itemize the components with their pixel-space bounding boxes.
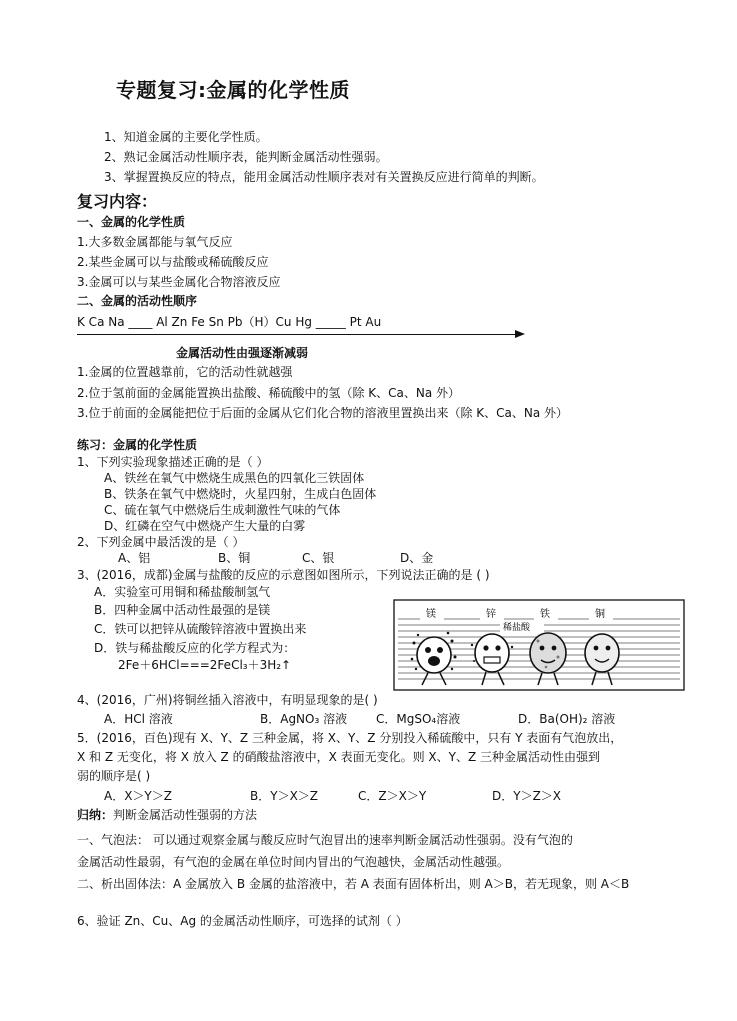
q5-option-b: B．Y＞X＞Z <box>250 789 319 803</box>
label-zn: 锌 <box>486 609 496 620</box>
section1-item-2: 2.某些金属可以与盐酸或稀硫酸反应 <box>77 255 269 269</box>
q5-option-d: D．Y＞Z＞X <box>492 789 562 803</box>
rule-1: 1.金属的位置越靠前，它的活动性就越强 <box>77 365 293 379</box>
q5-stem-line-3: 弱的顺序是( ) <box>77 769 151 783</box>
q5-stem-line-2: X 和 Z 无变化，将 X 放入 Z 的硝酸盐溶液中，X 表面无变化。则 X、Y、Z 三种金属活动性由强到 <box>77 750 601 764</box>
q5-stem-line-1: 5．(2016，百色)现有 X、Y、Z 三种金属，将 X、Y、Z 分别投入稀硫酸中，只有 Y 表面有气泡放出， <box>77 731 623 745</box>
q3-option-d: D．铁与稀盐酸反应的化学方程式为： <box>94 641 296 655</box>
q4-stem: 4、(2016，广州)将铜丝插入溶液中，有明显现象的是( ) <box>77 693 378 707</box>
activity-series: K Ca Na ____ Al Zn Fe Sn Pb（H）Cu Hg _____ Pt Au <box>77 315 382 329</box>
q2-option-b: B、铜 <box>218 551 251 565</box>
label-acid: 稀盐酸 <box>503 623 531 633</box>
q4-option-c: C．MgSO₄溶液 <box>376 712 461 726</box>
activity-arrow-head <box>515 330 525 338</box>
label-fe: 铁 <box>540 609 550 620</box>
q3-option-a: A．实验室可用铜和稀盐酸制氢气 <box>94 585 271 599</box>
q2-option-c: C、银 <box>302 551 335 565</box>
q1-option-b: B、铁条在氧气中燃烧时，火星四射，生成白色固体 <box>104 487 377 501</box>
review-heading: 复习内容： <box>77 192 158 211</box>
section1-heading: 一、金属的化学性质 <box>77 215 186 229</box>
q5-option-a: A．X＞Y＞Z <box>104 789 172 803</box>
q2-stem: 2、下列金属中最活泼的是（ ） <box>77 535 245 549</box>
q4-option-d: D．Ba(OH)₂ 溶液 <box>518 712 616 726</box>
rule-3: 3.位于前面的金属能把位于后面的金属从它们化合物的溶液里置换出来（除 K、Ca、Na 外） <box>77 406 569 420</box>
method2-line: 二、析出固体法：A 金属放入 B 金属的盐溶液中，若 A 表面有固体析出，则 A＞B，若无现象，则 A＜B <box>77 877 630 891</box>
section1-item-1: 1.大多数金属都能与氧气反应 <box>77 235 233 249</box>
q3-option-b: B．四种金属中活动性最强的是镁 <box>94 603 271 617</box>
q6-stem: 6、验证 Zn、Cu、Ag 的金属活动性顺序，可选择的试剂（ ） <box>77 914 408 928</box>
method1-line-1: 一、气泡法： 可以通过观察金属与酸反应时气泡冒出的速率判断金属活动性强弱。没有气泡的 <box>77 833 573 847</box>
reaction-beaker-figure <box>392 597 686 692</box>
rule-2: 2.位于氢前面的金属能置换出盐酸、稀硫酸中的氢（除 K、Ca、Na 外） <box>77 386 461 400</box>
q1-option-d: D、红磷在空气中燃烧产生大量的白雾 <box>104 519 306 533</box>
summary-text: 判断金属活动性强弱的方法 <box>113 808 258 822</box>
objective-1: 1、知道金属的主要化学性质。 <box>104 130 268 144</box>
q3-option-c: C．铁可以把锌从硫酸锌溶液中置换出来 <box>94 622 307 636</box>
q5-option-c: C．Z＞X＞Y <box>358 789 427 803</box>
q1-option-a: A、铁丝在氧气中燃烧生成黑色的四氧化三铁固体 <box>104 471 365 485</box>
page-title: 专题复习:金属的化学性质 <box>116 78 350 102</box>
arrow-caption: 金属活动性由强逐渐减弱 <box>176 346 309 360</box>
method1-line-2: 金属活动性最弱，有气泡的金属在单位时间内冒出的气泡越快，金属活动性越强。 <box>77 855 510 869</box>
objective-2: 2、熟记金属活动性顺序表，能判断金属活动性强弱。 <box>104 150 388 164</box>
q3-stem: 3、(2016，成都)金属与盐酸的反应的示意图如图所示，下列说法正确的是 ( ) <box>77 568 490 582</box>
q2-option-a: A、铝 <box>118 551 151 565</box>
section2-heading: 二、金属的活动性顺序 <box>77 294 198 308</box>
label-mg: 镁 <box>426 609 436 620</box>
section1-item-3: 3.金属可以与某些金属化合物溶液反应 <box>77 275 281 289</box>
activity-arrow-line <box>77 334 517 335</box>
summary-label: 归纳： <box>77 808 114 822</box>
summary-line <box>77 808 257 823</box>
practice-heading: 练习：金属的化学性质 <box>77 438 198 452</box>
q1-option-c: C、硫在氧气中燃烧后生成刺激性气味的气体 <box>104 503 341 517</box>
objective-3: 3、掌握置换反应的特点，能用金属活动性顺序表对有关置换反应进行简单的判断。 <box>104 170 544 184</box>
q4-option-b: B．AgNO₃ 溶液 <box>260 712 348 726</box>
q3-equation: 2Fe＋6HCl===2FeCl₃＋3H₂↑ <box>118 658 292 672</box>
q2-option-d: D、金 <box>400 551 434 565</box>
q4-option-a: A．HCl 溶液 <box>104 712 173 726</box>
q1-stem: 1、下列实验现象描述正确的是（ ） <box>77 455 269 469</box>
label-cu: 铜 <box>595 609 605 620</box>
